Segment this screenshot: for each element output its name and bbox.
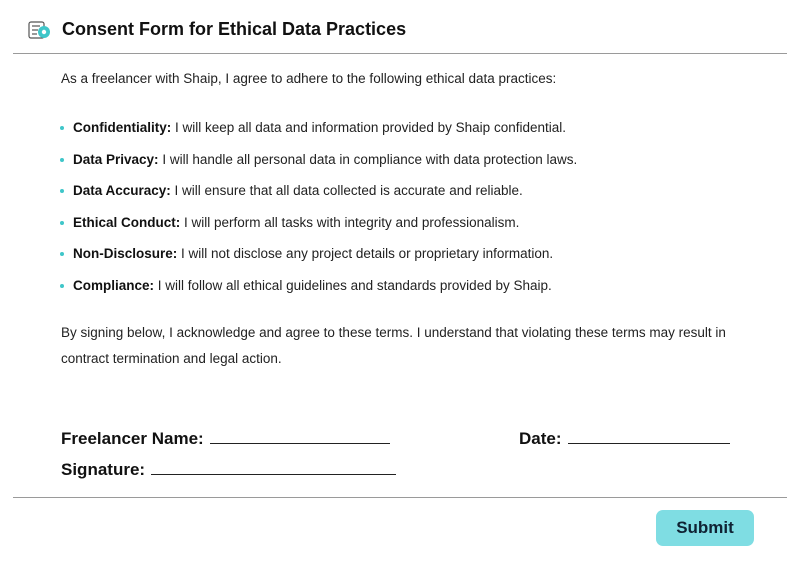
date-label: Date: <box>519 429 562 448</box>
bullet-icon <box>60 126 64 130</box>
term-label: Compliance: <box>73 277 155 293</box>
term-text: I will not disclose any project details or proprietary information. <box>177 246 554 261</box>
bullet-icon <box>60 252 64 256</box>
date-line[interactable] <box>568 429 730 444</box>
bullet-icon <box>60 189 64 193</box>
bullet-icon <box>60 158 64 162</box>
date-field[interactable] <box>519 429 730 449</box>
signature-label: Signature: <box>61 460 146 479</box>
bullet-icon <box>60 284 64 288</box>
intro-text: As a freelancer with Shaip, I agree to adhere to the following ethical data practices: <box>61 71 557 86</box>
freelancer-name-field[interactable] <box>61 429 390 449</box>
form-header <box>0 0 800 54</box>
term-text: I will keep all data and information provided by Shaip confidential. <box>171 120 566 135</box>
term-text: I will perform all tasks with integrity and professionalism. <box>180 214 520 230</box>
term-label: Non-Disclosure: <box>73 246 178 261</box>
signature-line[interactable] <box>151 460 396 475</box>
form-settings-icon <box>28 20 52 42</box>
acknowledgement-text: By signing below, I acknowledge and agree to these terms. I understand that violating these terms may result in contract termination and legal action. <box>61 325 726 366</box>
term-text: I will ensure that all data collected is accurate and reliable. <box>170 183 523 198</box>
header-divider <box>13 53 787 54</box>
term-label: Ethical Conduct: <box>73 214 181 230</box>
term-label: Data Privacy: <box>73 151 159 167</box>
term-text: I will follow all ethical guidelines and standards provided by Shaip. <box>154 277 552 293</box>
bullet-icon <box>60 221 64 225</box>
term-label: Confidentiality: <box>73 120 172 135</box>
footer-divider <box>13 497 787 498</box>
page-title: Consent Form for Ethical Data Practices <box>62 19 407 39</box>
submit-button[interactable]: Submit <box>656 510 754 546</box>
freelancer-name-label: Freelancer Name: <box>61 429 204 448</box>
freelancer-name-line[interactable] <box>210 429 390 444</box>
term-label: Data Accuracy: <box>73 183 171 198</box>
term-text: I will handle all personal data in compliance with data protection laws. <box>158 151 578 167</box>
signature-field[interactable] <box>61 460 396 480</box>
